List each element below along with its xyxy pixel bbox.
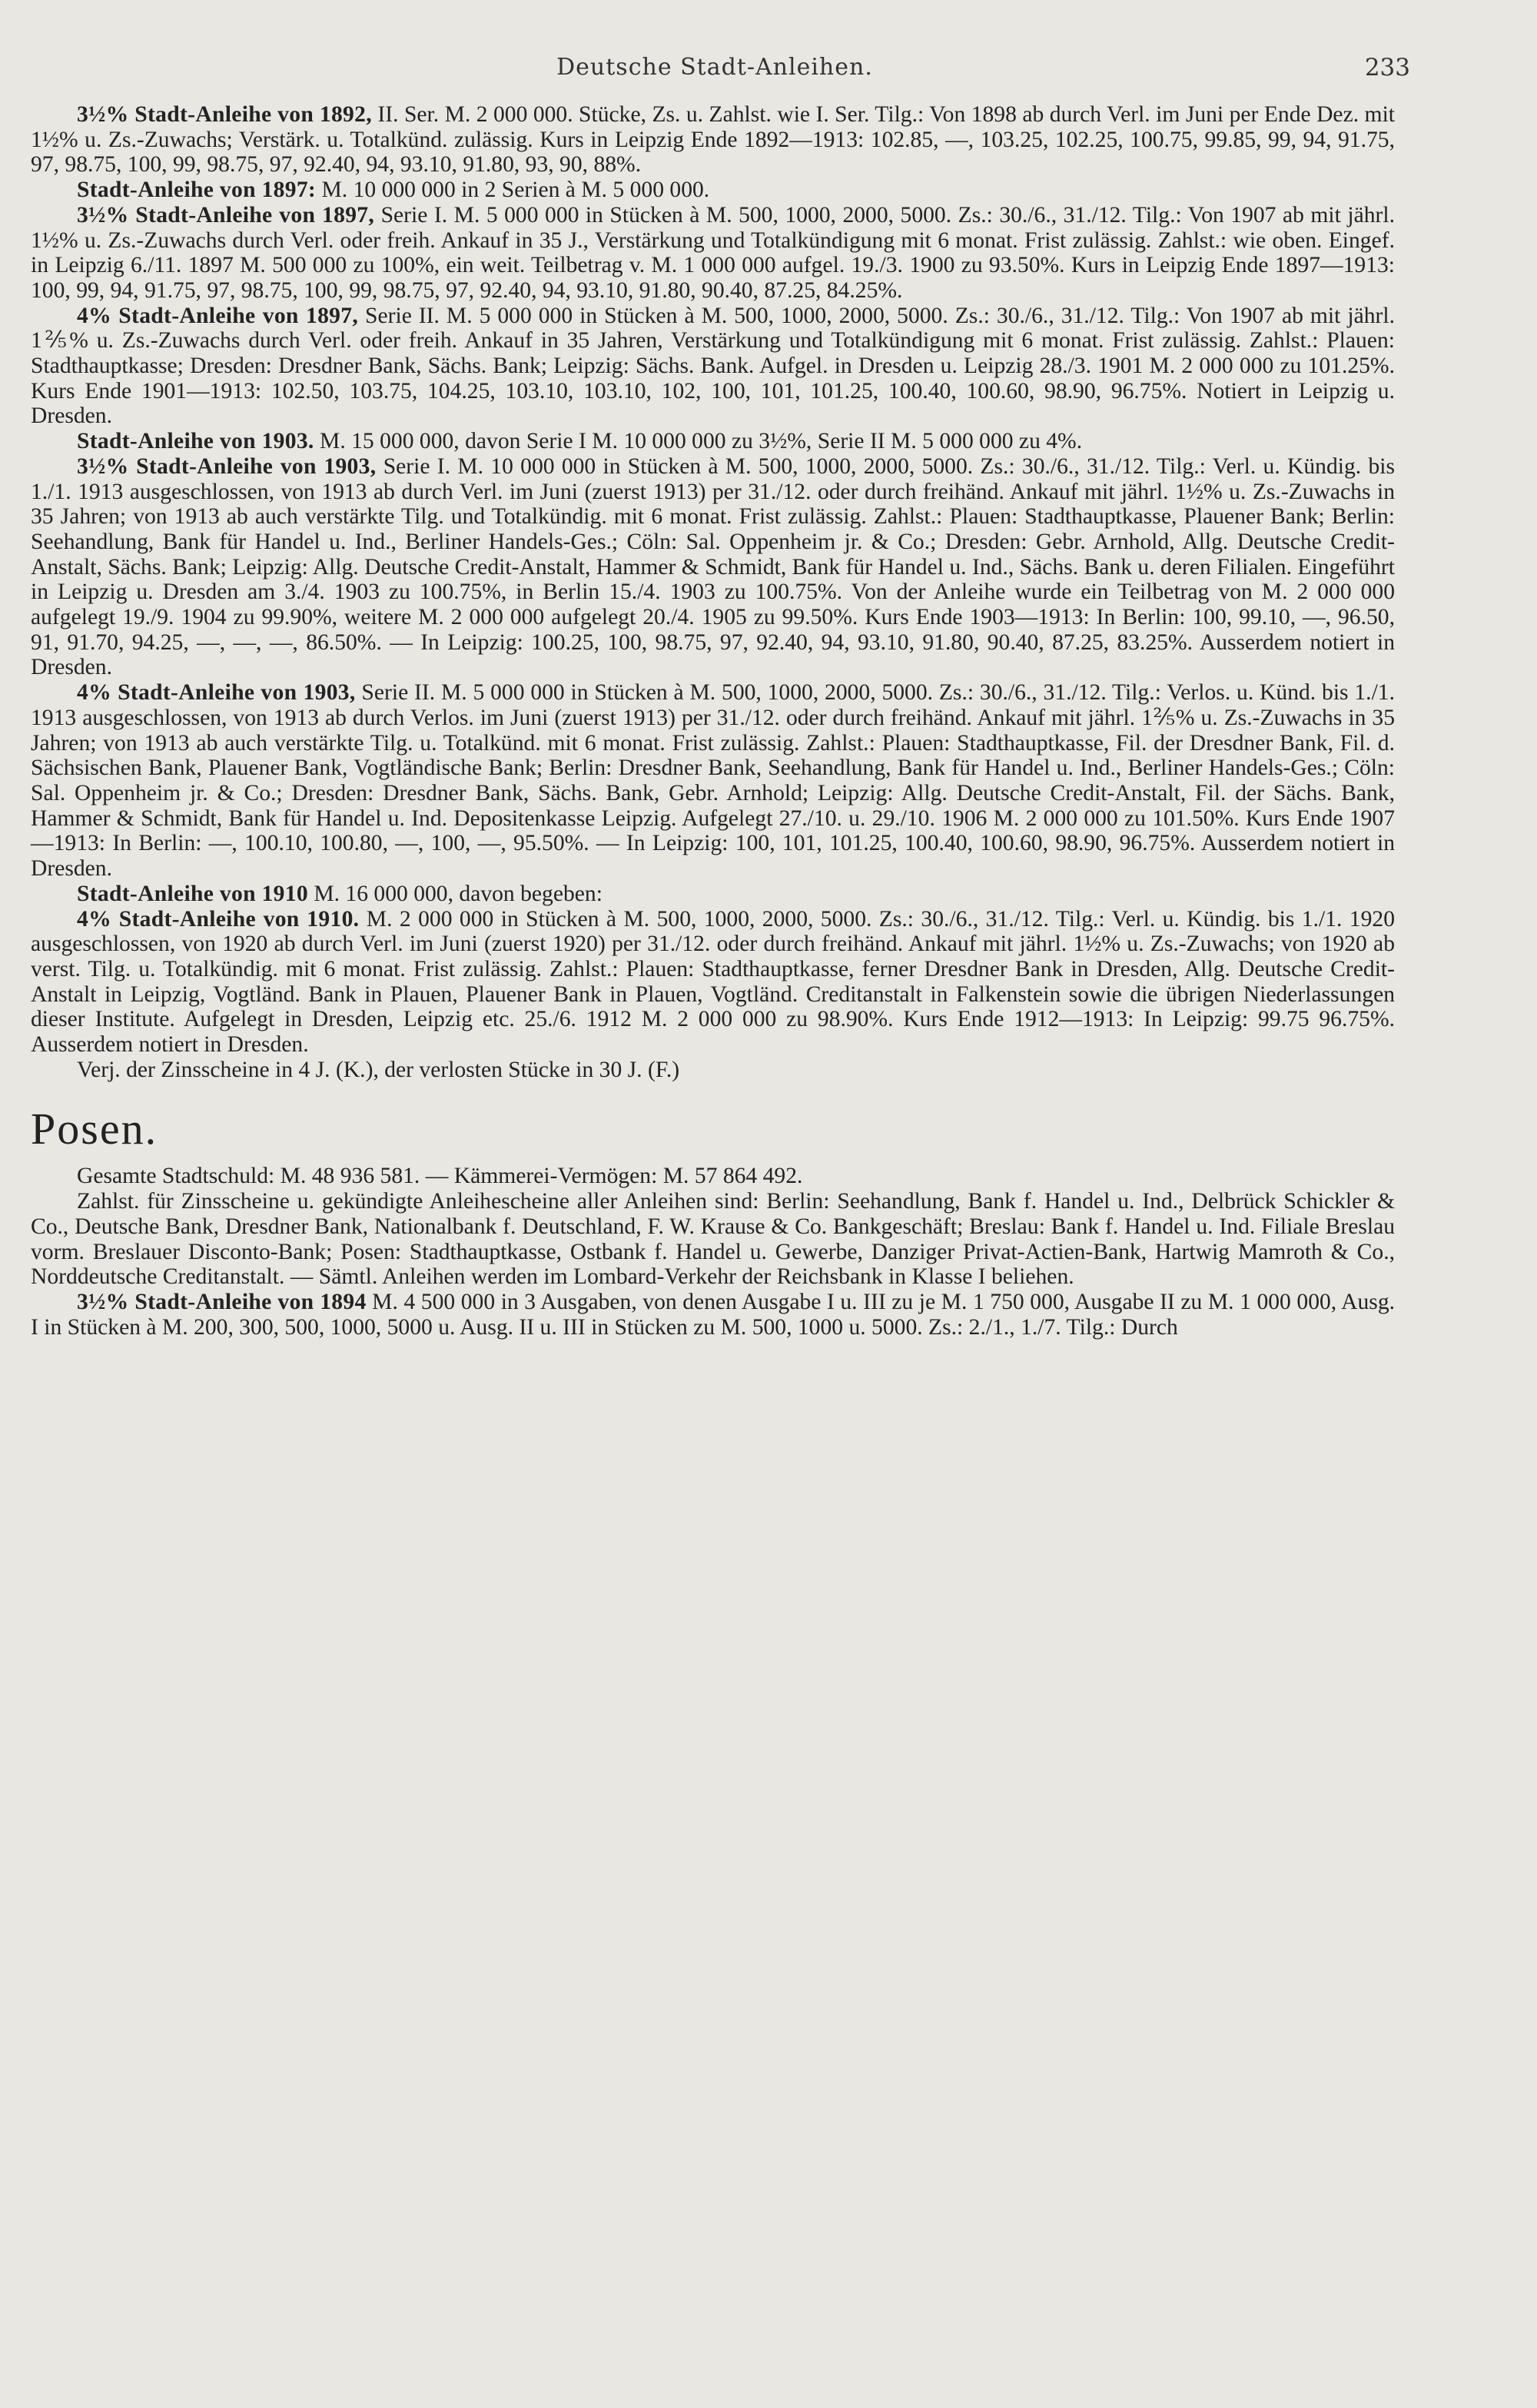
loan-heading: Stadt-Anleihe von 1897: [77,178,317,203]
loan-heading: Stadt-Anleihe von 1910. [118,906,360,932]
paragraph [31,304,1395,430]
interest-rate: 4% [77,680,118,706]
paragraph [31,454,1395,680]
paragraph-text: Verj. der Zinsscheine in 4 J. (K.), der verlosten Stücke in 30 J. (F.) [77,1057,680,1082]
bottom-section [31,1164,1395,1340]
paragraph [31,1058,1395,1083]
paragraph [31,1164,1395,1189]
paragraph-text: Serie II. M. 5 000 000 in Stücken à M. 500, 1000, 2000, 5000. Zs.: 30./6., 31./12. Tilg.: Verlos. u. Künd. bis 1./1. 1913 ausgeschlossen, von 1913 ab durch Verlos. im Juni (zuerst 1913) per 31./12. oder durch freihänd. Ankauf mit jährl. 1⅖% u. Zs.-Zuwachs in 35 Jahren; von 1913 ab auch verstärkte Tilg. u. Totalkünd. mit 6 monat. Frist zulässig. Zahlst.: Plauen: Stadthauptkasse, Fil. der Dresdner Bank, Fil. d. Sächsischen Bank, Plauener Bank, Vogtländische Bank; Berlin: Dresdner Bank, Seehandlung, Bank für Handel u. Ind., Berliner Handels-Ges.; Cöln: Sal. Oppenheim jr. & Co.; Dresden: Dresdner Bank, Sächs. Bank, Gebr. Arnhold; Leipzig: Allg. Deutsche Credit-Anstalt, Fil. der Sächs. Bank, Hammer & Schmidt, Bank für Handel u. Ind. Depositenkasse Leipzig. Aufgelegt 27./10. u. 29./10. 1906 M. 2 000 000 zu 101.50%. Kurs Ende 1907—1913: In Berlin: —, 100.10, 100.80, —, 100, —, 95.50%. — In Leipzig: 100, 101, 101.25, 100.40, 100.60, 98.90, 96.75%. Ausserdem notiert in Dresden. [31,680,1395,882]
interest-rate: 3½% [77,102,135,127]
paragraph-text: M. 4 500 000 in 3 Ausgaben, von denen Ausgabe I u. III zu je M. 1 750 000, Ausgabe II zu M. 1 000 000, Ausg. I in Stücken à M. 200, 300, 500, 1000, 5000 u. Ausg. II u. III in Stücken zu M. 500, 1000 u. 5000. Zs.: 2./1., 1./7. Tilg.: Durch [31,1289,1396,1340]
paragraph [31,1290,1395,1340]
paragraph-text: M. 2 000 000 in Stücken à M. 500, 1000, 2000, 5000. Zs.: 30./6., 31./12. Tilg.: Verl. u. Kündig. bis 1./1. 1920 ausgeschlossen, von 1920 ab durch Verl. im Juni (zuerst 1920) per 31./12. oder durch freihänd. Ankauf mit jährl. 1½% u. Zs.-Zuwachs; von 1920 ab verst. Tilg. u. Totalkündig. mit 6 monat. Frist zulässig. Zahlst.: Plauen: Stadthauptkasse, ferner Dresdner Bank in Dresden, Allg. Deutsche Credit-Anstalt in Leipzig, Vogtländ. Bank in Plauen, Plauener Bank in Plauen, Vogtländ. Creditanstalt in Falkenstein sowie die übrigen Niederlassungen dieser Institute. Aufgelegt in Dresden, Leipzig etc. 25./6. 1912 M. 2 000 000 zu 98.90%. Kurs Ende 1912—1913: In Leipzig: 99.75 96.75%. Ausserdem notiert in Dresden. [31,906,1395,1058]
paragraph-text: Serie I. M. 10 000 000 in Stücken à M. 500, 1000, 2000, 5000. Zs.: 30./6., 31./12. Tilg.: Verl. u. Kündig. bis 1./1. 1913 ausgeschlossen, von 1913 ab durch Verl. im Juni (zuerst 1913) per 31./12. oder durch freihänd. Ankauf mit jährl. 1½% u. Zs.-Zuwachs in 35 Jahren; von 1913 ab auch verstärkte Tilg. und Totalkündig. mit 6 monat. Frist zulässig. Zahlst.: Plauen: Stadthauptkasse, Plauener Bank; Berlin: Seehandlung, Bank für Handel u. Ind., Berliner Handels-Ges.; Cöln: Sal. Oppenheim jr. & Co.; Dresden: Gebr. Arnhold, Allg. Deutsche Credit-Anstalt, Sächs. Bank; Leipzig: Allg. Deutsche Credit-Anstalt, Hammer & Schmidt, Bank für Handel u. Ind., Sächs. Bank u. deren Filialen. Eingeführt in Leipzig u. Dresden am 3./4. 1903 zu 100.75%, in Berlin 15./4. 1903 zu 100.75%. Von der Anleihe wurde ein Teilbetrag von M. 2 000 000 aufgelegt 19./9. 1904 zu 99.90%, weitere M. 2 000 000 aufgelegt 20./4. 1905 zu 99.50%. Kurs Ende 1903—1913: In Berlin: 100, 99.10, —, 96.50, 91, 91.70, 94.25, —, —, —, 86.50%. — In Leipzig: 100.25, 100, 98.75, 97, 92.40, 94, 93.10, 91.80, 90.40, 87.25, 83.25%. Ausserdem notiert in Dresden. [31,453,1395,680]
top-section [31,102,1395,1082]
paragraph-text: Gesamte Stadtschuld: M. 48 936 581. — Kämmerei-Vermögen: M. 57 864 492. [77,1164,803,1189]
loan-heading: Stadt-Anleihe von 1903. [77,429,314,454]
page-body [31,102,1395,1340]
paragraph-text: M. 15 000 000, davon Serie I M. 10 000 000 zu 3½%, Serie II M. 5 000 000 zu 4%. [314,429,1083,454]
running-title: Deutsche Stadt-Anleihen. [556,54,873,81]
page-number: 233 [1364,54,1410,81]
interest-rate: 4% [77,906,119,932]
paragraph [31,1189,1395,1290]
paragraph-text: II. Ser. M. 2 000 000. Stücke, Zs. u. Zahlst. wie I. Ser. Tilg.: Von 1898 ab durch Verl. im Juni per Ende Dez. mit 1½% u. Zs.-Zuwachs; Verstärk. u. Totalkünd. zulässig. Kurs in Leipzig Ende 1892—1913: 102.85, —, 103.25, 102.25, 100.75, 99.85, 99, 94, 91.75, 97, 98.75, 100, 99, 98.75, 97, 92.40, 94, 93.10, 91.80, 93, 90, 88%. [31,102,1396,178]
interest-rate: 3½% [77,453,137,479]
loan-heading: Stadt-Anleihe von 1894 [134,1289,367,1314]
paragraph-text: Serie I. M. 5 000 000 in Stücken à M. 500, 1000, 2000, 5000. Zs.: 30./6., 31./12. Tilg.: Von 1907 ab mit jährl. 1½% u. Zs.-Zuwachs durch Verl. oder freih. Ankauf in 35 J., Verstärkung und Totalkündigung mit 6 monat. Frist zulässig. Zahlst.: wie oben. Eingef. in Leipzig 6./11. 1897 M. 500 000 zu 100%, ein weit. Teilbetrag v. M. 1 000 000 aufgel. 19./3. 1900 zu 93.50%. Kurs in Leipzig Ende 1897—1913: 100, 99, 94, 91.75, 97, 98.75, 100, 99, 98.75, 97, 92.40, 94, 93.10, 91.80, 90.40, 87.25, 84.25%. [31,202,1395,303]
loan-heading: Stadt-Anleihe von 1910 [77,881,308,906]
interest-rate: 4% [77,303,119,328]
loan-heading: Stadt-Anleihe von 1903, [136,453,377,479]
paragraph [31,882,1395,907]
paragraph [31,203,1395,304]
section-title: Posen. [31,1104,158,1154]
loan-heading: Stadt-Anleihe von 1903, [118,680,356,706]
paragraph-text: M. 16 000 000, davon begeben: [307,881,603,906]
loan-heading: Stadt-Anleihe von 1892, [134,102,372,127]
paragraph [31,680,1395,882]
page-header [31,54,1410,89]
interest-rate: 3½% [77,1289,135,1314]
loan-heading: Stadt-Anleihe von 1897, [135,202,375,228]
paragraph [31,102,1395,178]
interest-rate: 3½% [77,202,136,228]
paragraph-text: Zahlst. für Zinsscheine u. gekündigte Anleihescheine aller Anleihen sind: Berlin: Seehandlung, Bank f. Handel u. Ind., Delbrück Schickler & Co., Deutsche Bank, Dresdner Bank, Nationalbank f. Deutschland, F. W. Krause & Co. Bankgeschäft; Breslau: Bank f. Handel u. Ind. Filiale Breslau vorm. Breslauer Disconto-Bank; Posen: Stadthauptkasse, Ostbank f. Handel u. Gewerbe, Danziger Privat-Actien-Bank, Hartwig Mamroth & Co., Norddeutsche Creditanstalt. — Sämtl. Anleihen werden im Lombard-Verkehr der Reichsbank in Klasse I beliehen. [31,1189,1395,1290]
paragraph-text: Serie II. M. 5 000 000 in Stücken à M. 500, 1000, 2000, 5000. Zs.: 30./6., 31./12. Tilg.: Von 1907 ab mit jährl. 1⅖% u. Zs.-Zuwachs durch Verl. oder freih. Ankauf in 35 Jahren, Verstärkung und Totalkündigung mit 6 monat. Frist zulässig. Zahlst.: Plauen: Stadthauptkasse; Dresden: Dresdner Bank, Sächs. Bank; Leipzig: Sächs. Bank. Aufgel. in Dresden u. Leipzig 28./3. 1901 M. 2 000 000 zu 101.25%. Kurs Ende 1901—1913: 102.50, 103.75, 104.25, 103.10, 103.10, 102, 100, 101, 101.25, 100.40, 100.60, 98.90, 96.75%. Notiert in Leipzig u. Dresden. [31,303,1395,429]
paragraph [31,429,1395,454]
paragraph [31,907,1395,1058]
loan-heading: Stadt-Anleihe von 1897, [118,303,359,328]
paragraph-text: M. 10 000 000 in 2 Serien à M. 5 000 000. [316,178,710,203]
paragraph [31,178,1395,203]
